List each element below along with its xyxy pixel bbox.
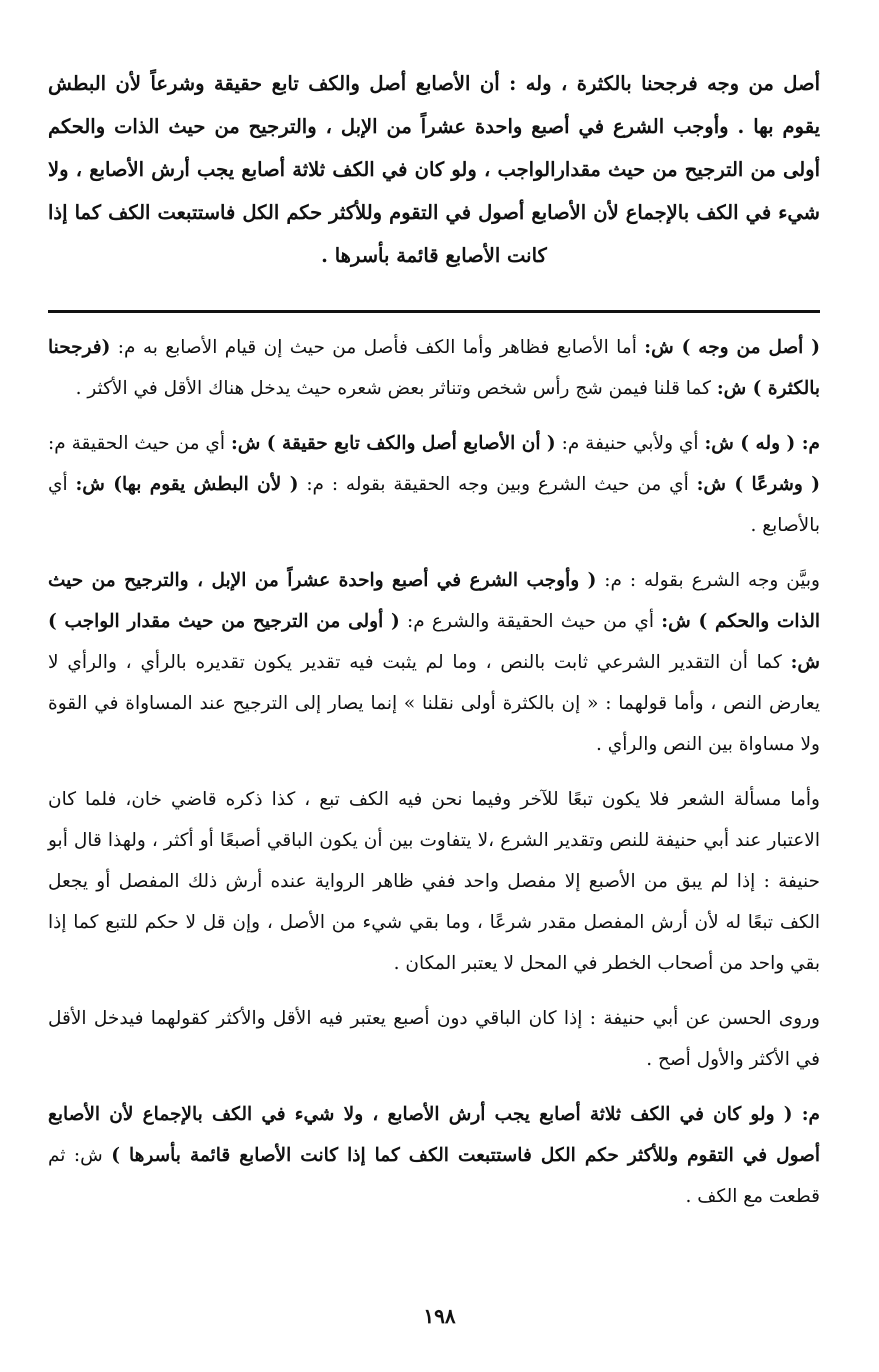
commentary-paragraph-3 [48,560,820,765]
gloss: كما قلنا فيمن شج رأس شخص وتناثر بعض شعره حيث يدخل هناك الأقل في الأكثر . [75,378,717,399]
gloss: أي بالأصابع . [48,474,820,536]
lemma: (فرجحنا بالكثرة ) ش: [48,337,820,399]
page-body [48,62,820,1231]
gloss: أي من حيث الحقيقة والشرع م: [399,611,662,632]
lemma: م: ( ولو كان في الكف ثلاثة أصابع يجب أرش الأصابع ، ولا شيء في الكف بالإجماع لأن الأصابع أصول في التقوم وللأكثر حكم الكل فاستتبعت الكف كما إذا كانت الأصابع قائمة بأسرها ) [48,1104,820,1166]
lemma: ( أصل من وجه ) ش: [644,337,820,358]
lemma: ( أولى من الترجيح من حيث مقدار الواجب ) ش: [48,611,820,673]
gloss: أي من حيث الشرع وبين وجه الحقيقة بقوله : م: [298,474,697,495]
lemma: م: ( وله ) ش: [704,433,820,454]
commentary-paragraph-4: وأما مسألة الشعر فلا يكون تبعًا للآخر وفيما نحن فيه الكف تبع ، كذا ذكره قاضي خان، فلما كان الاعتبار عند أبي حنيفة للنص وتقدير الشرع ،لا يتفاوت بين أن يكون الباقي أصبعًا أو أكثر ، ولهذا قال أبو حنيفة : إذا لم يبق من الأصبع إلا مفصل واحد ففي ظاهر الرواية عنده أرش ذلك المفصل أو يجعل الكف تبعًا له لأن أرش المفصل مقدر شرعًا ، وما بقي شيء من الأصل ، وإن قل لا حكم للتبع كما إذا بقي واحد من أصحاب الخطر في المحل لا يعتبر المكان . [48,789,820,974]
commentary-paragraph-6 [48,1094,820,1217]
gloss: كما أن التقدير الشرعي ثابت بالنص ، وما لم يثبت فيه تقدير يكون تقديره بالرأي ، والرأي لا يعارض النص ، وأما قولهما : « إن بالكثرة أولى نقلنا » إنما يصار إلى الترجيح عند المساواة في القوة ولا مساواة بين النص والرأي . [48,652,820,755]
commentary-paragraph-1 [48,327,820,409]
lemma: ( وشرعًا ) ش: [696,474,820,495]
lemma: ( وأوجب الشرع في أصبع واحدة عشراً من الإبل ، والترجيح من حيث الذات والحكم ) ش: [48,570,821,632]
commentary-paragraph-5: وروى الحسن عن أبي حنيفة : إذا كان الباقي دون أصبع يعتبر فيه الأقل والأكثر كقولهما فيدخل الأقل في الأكثر والأول أصح . [48,1008,820,1070]
gloss: أما الأصابع فظاهر وأما الكف فأصل من حيث إن قيام الأصابع به م: [110,337,645,358]
gloss: وبيَّن وجه الشرع بقوله : م: [596,570,820,591]
gloss: أي ولأبي حنيفة م: [555,433,705,454]
main-text-block: أصل من وجه فرجحنا بالكثرة ، وله : أن الأصابع أصل والكف تابع حقيقة وشرعاً لأن البطش يقوم بها . وأوجب الشرع في أصبع واحدة عشراً من الإبل ، والترجيح من حيث الذات والحكم أولى من الترجيح من حيث مقدارالواجب ، ولو كان في الكف ثلاثة أصابع يجب أرش الأصابع ، ولا شيء في الكف بالإجماع لأن الأصابع أصول في التقوم وللأكثر حكم الكل فاستتبعت الكف كما إذا كانت الأصابع قائمة بأسرها . [48,72,820,267]
separator-rule [48,310,820,313]
lemma: ( لأن البطش يقوم بها) ش: [75,474,299,495]
commentary-paragraph-2 [48,423,820,546]
gloss: أي من حيث الحقيقة م: [48,433,231,454]
page-number: ١٩٨ [423,1304,456,1328]
lemma: ( أن الأصابع أصل والكف تابع حقيقة ) ش: [230,433,556,454]
gloss: ش: ثم قطعت مع الكف . [48,1145,820,1207]
